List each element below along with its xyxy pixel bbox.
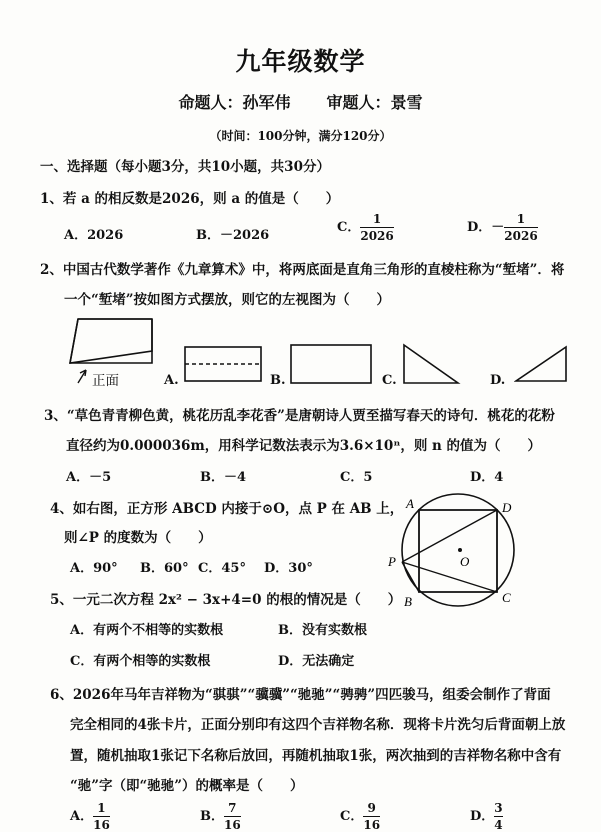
q5-option-d: D．无法确定 <box>278 654 355 669</box>
q6-option-c-label: C． <box>340 809 364 824</box>
reviewer-name: 审题人：景雪 <box>326 93 423 112</box>
q6-c-num: 9 <box>367 801 376 815</box>
q2-front-label: 正面 <box>92 373 119 389</box>
q3-line1: 3、“草色青青柳色黄，桃花历乱李花香”是唐朝诗人贾至描写春天的诗句．桃花的花粉 <box>44 408 555 424</box>
q6-line2: 完全相同的4张卡片，正面分别印有这四个吉祥物名称．现将卡片洗匀后背面朝上放 <box>70 717 566 733</box>
q1-c-den: 2026 <box>360 229 394 243</box>
section-heading: 一、选择题（每小题3分，共10小题，共30分） <box>40 159 330 175</box>
q2-option-a: A. <box>164 373 179 388</box>
q4-option-a: A．90° <box>70 561 118 576</box>
q3-option-a: A．－5 <box>66 470 112 485</box>
q5-option-a: A．有两个不相等的实数根 <box>70 623 224 638</box>
q1-stem: 1、若 a 的相反数是2026，则 a 的值是（ ） <box>40 191 340 207</box>
q6-d-den: 4 <box>494 818 503 832</box>
label-P: P <box>388 554 396 569</box>
q1-option-c <box>337 213 394 242</box>
q4-option-b: B．60° <box>140 561 189 576</box>
q6-option-d-label: D． <box>470 809 495 824</box>
q6-line4: “驰”字（即“驰驰”）的概率是（ ） <box>70 778 304 794</box>
page-title: 九年级数学 <box>235 47 366 76</box>
q6-line3: 置，随机抽取1张记下名称后放回，再随机抽取1张，两次抽到的吉祥物名称中含有 <box>70 748 562 764</box>
q6-a-den: 16 <box>93 818 110 832</box>
exam-info: （时间：100分钟，满分120分） <box>209 129 392 143</box>
q2-d-shape <box>514 343 570 385</box>
q4-line2: 则∠P 的度数为（ ） <box>64 530 212 546</box>
q2-c-shape <box>402 343 462 385</box>
q1-option-b: B．－2026 <box>196 228 270 243</box>
q1-option-c-label: C． <box>337 220 361 235</box>
q6-b-num: 7 <box>228 801 237 815</box>
label-O: O <box>460 554 470 569</box>
label-C: C <box>502 590 511 605</box>
q2-a-shape <box>184 343 262 385</box>
q6-a-num: 1 <box>97 801 106 815</box>
q2-option-c: C. <box>382 373 397 388</box>
q5-option-b: B．没有实数根 <box>278 623 367 638</box>
q1-option-d <box>467 213 538 242</box>
q4-option-d: D．30° <box>264 561 313 576</box>
q3-option-b: B．－4 <box>200 470 247 485</box>
setter-name: 命题人：孙军伟 <box>178 93 291 112</box>
q6-option-a-label: A． <box>70 809 94 824</box>
q3-line2: 直径约为0.000036m，用科学记数法表示为3.6×10ⁿ，则 n 的值为（ ） <box>66 438 542 454</box>
q6-line1: 6、2026年马年吉祥物为“骐骐”“骥骥”“驰驰”“骋骋”四匹骏马，组委会制作了背面 <box>50 687 551 703</box>
q2-option-d: D. <box>490 373 506 388</box>
q1-option-a: A．2026 <box>64 228 124 243</box>
q4-option-c: C．45° <box>198 561 246 576</box>
q3-option-c: C．5 <box>340 470 373 485</box>
q5-option-c: C．有两个相等的实数根 <box>70 654 211 669</box>
q6-c-den: 16 <box>363 818 381 832</box>
q2-option-b: B. <box>270 373 286 388</box>
q1-d-num: 1 <box>516 212 526 226</box>
q3-option-d: D．4 <box>470 470 504 485</box>
label-B: B <box>404 594 412 609</box>
q4-line1: 4、如右图，正方形 ABCD 内接于⊙O，点 P 在 AB 上， <box>50 501 404 517</box>
authors-line <box>0 90 601 113</box>
circle-square-figure <box>384 492 526 614</box>
q1-option-d-label: D．－ <box>467 220 505 235</box>
q2-b-shape <box>290 343 372 385</box>
q1-c-num: 1 <box>372 212 382 226</box>
q2-line1: 2、中国古代数学著作《九章算术》中，将两底面是直角三角形的直棱柱称为“堑堵”．将 <box>40 262 565 278</box>
q6-d-num: 3 <box>494 801 503 815</box>
label-A: A <box>406 496 414 511</box>
label-D: D <box>502 500 512 515</box>
q5-stem: 5、一元二次方程 2x² − 3x+4=0 的根的情况是（ ） <box>50 592 402 608</box>
q1-d-den: 2026 <box>504 229 538 243</box>
q6-option-b-label: B． <box>200 809 224 824</box>
q2-line2: 一个“堑堵”按如图方式摆放，则它的左视图为（ ） <box>64 292 391 308</box>
q6-b-den: 16 <box>224 818 241 832</box>
